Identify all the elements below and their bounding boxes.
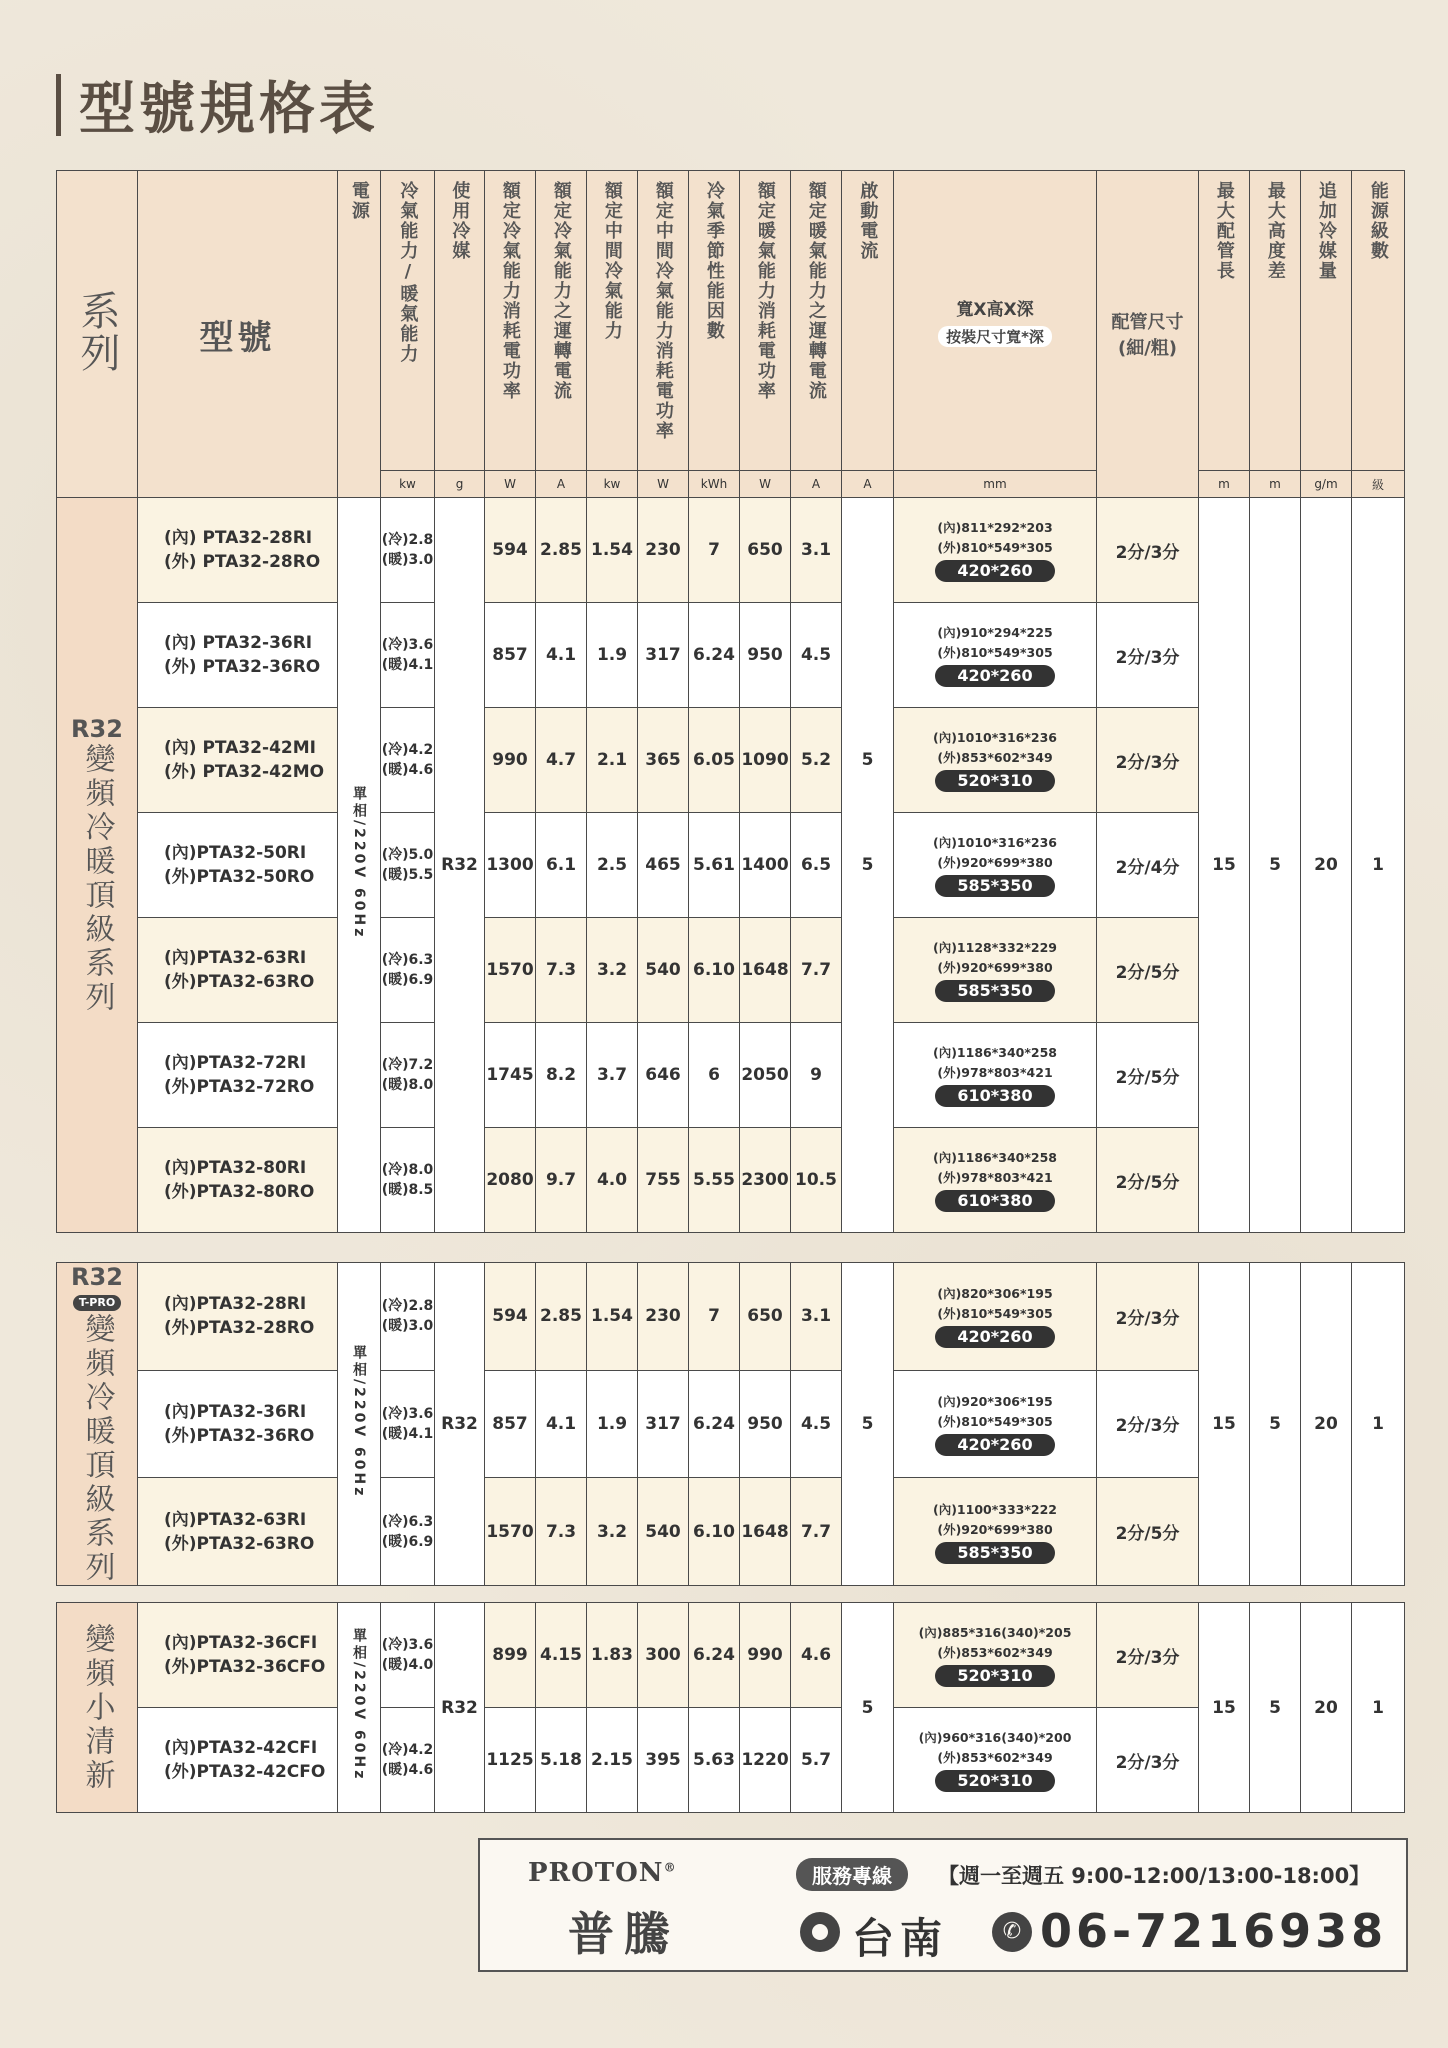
capacity-cell: (冷)3.6 (暖)4.1 (381, 603, 435, 708)
energy-grade: 1 (1352, 498, 1405, 1233)
cspf: 5.63 (689, 1708, 740, 1813)
mid-cool-power: 317 (638, 1370, 689, 1478)
model-cell: (內)PTA32-63RI (外)PTA32-63RO (138, 1478, 338, 1586)
install-size-pill: 420*260 (935, 665, 1054, 687)
rated-cool-power: 1300 (485, 813, 536, 918)
unit-cell: kw (381, 471, 435, 498)
header-cspf: 冷氣季節性能因數 (689, 171, 740, 471)
phone-icon: ✆ (992, 1912, 1032, 1952)
unit-cell: kWh (689, 471, 740, 498)
rated-cool-current: 7.3 (536, 918, 587, 1023)
pipe-size: 2分/3分 (1097, 1263, 1199, 1371)
mid-cool-power: 540 (638, 1478, 689, 1586)
unit-cell: W (485, 471, 536, 498)
rated-cool-power: 594 (485, 1263, 536, 1371)
install-size-pill: 520*310 (935, 1665, 1054, 1687)
pipe-size: 2分/3分 (1097, 1708, 1199, 1813)
unit-cell: A (842, 471, 894, 498)
dimensions-cell: (內)910*294*225 (外)810*549*305 420*260 (894, 603, 1097, 708)
table-row (57, 498, 1405, 603)
rated-cool-power: 594 (485, 498, 536, 603)
start-current (842, 603, 894, 708)
table-row (57, 1603, 1405, 1708)
brand-logo-zh: 普騰 (568, 1907, 680, 1961)
spec-table-main (56, 170, 1405, 1233)
rated-cool-power: 1570 (485, 1478, 536, 1586)
model-cell: (內)PTA32-80RI (外)PTA32-80RO (138, 1128, 338, 1233)
rated-cool-current: 5.18 (536, 1708, 587, 1813)
header-series: 系列 (57, 171, 138, 498)
power-cell: 單相/220V 60Hz (338, 1263, 381, 1586)
unit-cell: kw (587, 471, 638, 498)
header-power: 電源 (338, 171, 381, 498)
energy-grade: 1 (1352, 1603, 1405, 1813)
brand-logo-en: PROTON® (528, 1858, 677, 1888)
dimensions-cell: (內)1100*333*222 (外)920*699*380 585*350 (894, 1478, 1097, 1586)
power-cell: 單相/220V 60Hz (338, 1603, 381, 1813)
mid-cool-power: 317 (638, 603, 689, 708)
capacity-cell: (冷)2.8 (暖)3.0 (381, 1263, 435, 1371)
pipe-size: 2分/3分 (1097, 1603, 1199, 1708)
refrigerant-cell: R32 (435, 498, 485, 1233)
mid-cool-power: 646 (638, 1023, 689, 1128)
header-model: 型號 (138, 171, 338, 498)
mid-cool-power: 300 (638, 1603, 689, 1708)
capacity-cell: (冷)3.6 (暖)4.0 (381, 1603, 435, 1708)
rated-cool-current: 8.2 (536, 1023, 587, 1128)
footer-contact (478, 1838, 1408, 1972)
start-current: 5 (842, 813, 894, 918)
rated-cool-current: 4.1 (536, 603, 587, 708)
mid-cool-capacity: 1.9 (587, 1370, 638, 1478)
header-energy-grade: 能源級數 (1352, 171, 1405, 471)
dimensions-cell: (內)1010*316*236 (外)853*602*349 520*310 (894, 708, 1097, 813)
rated-heat-power: 2300 (740, 1128, 791, 1233)
model-cell: (內)PTA32-50RI (外)PTA32-50RO (138, 813, 338, 918)
model-cell: (內)PTA32-36CFI (外)PTA32-36CFO (138, 1603, 338, 1708)
install-size-pill: 610*380 (935, 1085, 1054, 1107)
pipe-size: 2分/5分 (1097, 1478, 1199, 1586)
dimensions-cell: (內)960*316(340)*200 (外)853*602*349 520*310 (894, 1708, 1097, 1813)
header-refrigerant: 使用冷媒 (435, 171, 485, 471)
mid-cool-power: 465 (638, 813, 689, 918)
dimensions-cell: (內)1186*340*258 (外)978*803*421 610*380 (894, 1023, 1097, 1128)
model-cell: (內) PTA32-42MI (外) PTA32-42MO (138, 708, 338, 813)
start-current: 5 (842, 708, 894, 813)
cspf: 6 (689, 1023, 740, 1128)
header-max-height: 最大高度差 (1250, 171, 1301, 471)
series-cell (57, 1603, 138, 1813)
dimensions-cell: (內)920*306*195 (外)810*549*305 420*260 (894, 1370, 1097, 1478)
rated-cool-current: 7.3 (536, 1478, 587, 1586)
section-r32-tpro (57, 1263, 1405, 1586)
mid-cool-capacity: 3.2 (587, 1478, 638, 1586)
pipe-size: 2分/5分 (1097, 1128, 1199, 1233)
dimensions-cell: (內)1010*316*236 (外)920*699*380 585*350 (894, 813, 1097, 918)
cspf: 6.24 (689, 603, 740, 708)
rated-heat-current: 9 (791, 1023, 842, 1128)
capacity-cell: (冷)6.3 (暖)6.9 (381, 1478, 435, 1586)
mid-cool-power: 755 (638, 1128, 689, 1233)
power-cell: 單相/220V 60Hz (338, 498, 381, 1233)
header-rated-heat-power: 額定暖氣能力消耗電功率 (740, 171, 791, 471)
spec-table-tpro (56, 1262, 1405, 1586)
energy-grade: 1 (1352, 1263, 1405, 1586)
rated-cool-current: 4.15 (536, 1603, 587, 1708)
header-start-current: 啟動電流 (842, 171, 894, 471)
model-cell: (內) PTA32-28RI (外) PTA32-28RO (138, 498, 338, 603)
section-fresh (57, 1603, 1405, 1813)
unit-cell: g (435, 471, 485, 498)
service-label: 服務專線 (796, 1858, 908, 1891)
series-name: 變頻冷暖頂級系列 (79, 743, 115, 1015)
rated-cool-current: 6.1 (536, 813, 587, 918)
rated-cool-power: 990 (485, 708, 536, 813)
rated-heat-power: 1648 (740, 1478, 791, 1586)
install-size-pill: 520*310 (935, 770, 1054, 792)
mid-cool-capacity: 1.54 (587, 1263, 638, 1371)
mid-cool-power: 540 (638, 918, 689, 1023)
rated-heat-power: 1648 (740, 918, 791, 1023)
cspf: 6.10 (689, 918, 740, 1023)
series-name: 變頻冷暖頂級系列 (79, 1313, 115, 1585)
cspf: 6.10 (689, 1478, 740, 1586)
start-current (842, 918, 894, 1023)
mid-cool-capacity: 2.15 (587, 1708, 638, 1813)
header-max-pipe: 最大配管長 (1199, 171, 1250, 471)
extra-refrigerant: 20 (1301, 1603, 1352, 1813)
mid-cool-power: 230 (638, 498, 689, 603)
rated-cool-current: 2.85 (536, 1263, 587, 1371)
max-height-diff: 5 (1250, 1603, 1301, 1813)
header-mid-cool-power: 額定中間冷氣能力消耗電功率 (638, 171, 689, 471)
rated-cool-power: 899 (485, 1603, 536, 1708)
series-cell (57, 498, 138, 1233)
rated-heat-current: 4.5 (791, 1370, 842, 1478)
series-cell (57, 1263, 138, 1586)
cspf: 5.61 (689, 813, 740, 918)
series-name: 變頻小清新 (79, 1622, 115, 1793)
rated-heat-power: 2050 (740, 1023, 791, 1128)
pipe-size: 2分/5分 (1097, 1023, 1199, 1128)
city-name: 台南 (852, 1914, 949, 1963)
model-cell: (內)PTA32-28RI (外)PTA32-28RO (138, 1263, 338, 1371)
cspf: 6.24 (689, 1370, 740, 1478)
install-size-pill: 420*260 (935, 1434, 1054, 1456)
rated-heat-power: 950 (740, 1370, 791, 1478)
capacity-cell: (冷)4.2 (暖)4.6 (381, 708, 435, 813)
title-accent-bar (56, 74, 61, 136)
dimensions-cell: (內)811*292*203 (外)810*549*305 420*260 (894, 498, 1097, 603)
mid-cool-capacity: 1.54 (587, 498, 638, 603)
spec-table-fresh (56, 1602, 1405, 1813)
series-prefix: R32 (71, 715, 123, 743)
mid-cool-capacity: 1.9 (587, 603, 638, 708)
start-current (842, 498, 894, 603)
max-height-diff: 5 (1250, 1263, 1301, 1586)
pipe-size: 2分/3分 (1097, 603, 1199, 708)
header-extra-refrigerant: 追加冷媒量 (1301, 171, 1352, 471)
refrigerant-cell: R32 (435, 1603, 485, 1813)
rated-cool-power: 857 (485, 1370, 536, 1478)
rated-heat-current: 4.5 (791, 603, 842, 708)
rated-heat-current: 5.7 (791, 1708, 842, 1813)
header-pipe-size: 配管尺寸(細/粗) (1097, 171, 1199, 498)
dimensions-cell: (內)885*316(340)*205 (外)853*602*349 520*310 (894, 1603, 1097, 1708)
extra-refrigerant: 20 (1301, 1263, 1352, 1586)
mid-cool-power: 395 (638, 1708, 689, 1813)
model-cell: (內)PTA32-42CFI (外)PTA32-42CFO (138, 1708, 338, 1813)
unit-cell: 級 (1352, 471, 1405, 498)
series-prefix: R32 (71, 1263, 123, 1291)
install-size-pill: 610*380 (935, 1190, 1054, 1212)
rated-heat-current: 3.1 (791, 1263, 842, 1371)
mid-cool-power: 365 (638, 708, 689, 813)
pipe-size: 2分/3分 (1097, 498, 1199, 603)
rated-heat-current: 4.6 (791, 1603, 842, 1708)
unit-cell: m (1250, 471, 1301, 498)
model-cell: (內)PTA32-72RI (外)PTA32-72RO (138, 1023, 338, 1128)
header-rated-cool-current: 額定冷氣能力之運轉電流 (536, 171, 587, 471)
rated-cool-current: 4.1 (536, 1370, 587, 1478)
rated-cool-power: 1125 (485, 1708, 536, 1813)
rated-heat-power: 1220 (740, 1708, 791, 1813)
cspf: 6.24 (689, 1603, 740, 1708)
rated-heat-current: 5.2 (791, 708, 842, 813)
header-dimensions: 寬X高X深 按裝尺寸寬*深 (894, 171, 1097, 471)
rated-heat-current: 7.7 (791, 918, 842, 1023)
install-size-pill: 585*350 (935, 980, 1054, 1002)
mid-cool-capacity: 2.1 (587, 708, 638, 813)
rated-heat-power: 1400 (740, 813, 791, 918)
capacity-cell: (冷)4.2 (暖)4.6 (381, 1708, 435, 1813)
start-current: 5 (842, 1603, 894, 1813)
rated-heat-power: 1090 (740, 708, 791, 813)
location-pin-icon (800, 1912, 840, 1952)
pipe-size: 2分/3分 (1097, 708, 1199, 813)
rated-heat-power: 990 (740, 1603, 791, 1708)
rated-cool-current: 9.7 (536, 1128, 587, 1233)
unit-cell: W (638, 471, 689, 498)
rated-heat-current: 6.5 (791, 813, 842, 918)
header-rated-cool-power: 額定冷氣能力消耗電功率 (485, 171, 536, 471)
rated-cool-power: 857 (485, 603, 536, 708)
max-pipe-length: 15 (1199, 498, 1250, 1233)
mid-cool-capacity: 4.0 (587, 1128, 638, 1233)
max-pipe-length: 15 (1199, 1263, 1250, 1586)
capacity-cell: (冷)3.6 (暖)4.1 (381, 1370, 435, 1478)
service-hours: 【週一至週五 9:00-12:00/13:00-18:00】 (938, 1864, 1371, 1888)
model-cell: (內)PTA32-63RI (外)PTA32-63RO (138, 918, 338, 1023)
section-r32-premium (57, 498, 1405, 1233)
mid-cool-capacity: 1.83 (587, 1603, 638, 1708)
rated-heat-current: 7.7 (791, 1478, 842, 1586)
cspf: 7 (689, 1263, 740, 1371)
capacity-cell: (冷)5.0 (暖)5.5 (381, 813, 435, 918)
table-row (57, 1263, 1405, 1371)
rated-cool-power: 2080 (485, 1128, 536, 1233)
unit-cell: mm (894, 471, 1097, 498)
unit-cell: m (1199, 471, 1250, 498)
header-rated-heat-current: 額定暖氣能力之運轉電流 (791, 171, 842, 471)
header-mid-cool-capacity: 額定中間冷氣能力 (587, 171, 638, 471)
rated-cool-current: 2.85 (536, 498, 587, 603)
unit-cell: g/m (1301, 471, 1352, 498)
rated-heat-power: 650 (740, 1263, 791, 1371)
install-size-pill: 585*350 (935, 875, 1054, 897)
tpro-badge: T-PRO (73, 1295, 121, 1311)
page-title: 型號規格表 (79, 77, 379, 142)
phone-number[interactable]: 06-7216938 (1040, 1904, 1388, 1958)
rated-cool-power: 1570 (485, 918, 536, 1023)
start-current (842, 1128, 894, 1233)
mid-cool-capacity: 3.2 (587, 918, 638, 1023)
dimensions-cell: (內)1186*340*258 (外)978*803*421 610*380 (894, 1128, 1097, 1233)
cspf: 5.55 (689, 1128, 740, 1233)
rated-heat-power: 650 (740, 498, 791, 603)
rated-heat-current: 3.1 (791, 498, 842, 603)
rated-cool-power: 1745 (485, 1023, 536, 1128)
model-cell: (內)PTA32-36RI (外)PTA32-36RO (138, 1370, 338, 1478)
cspf: 7 (689, 498, 740, 603)
mid-cool-power: 230 (638, 1263, 689, 1371)
start-current (842, 1023, 894, 1128)
cspf: 6.05 (689, 708, 740, 813)
capacity-cell: (冷)7.2 (暖)8.0 (381, 1023, 435, 1128)
install-size-pill: 420*260 (935, 1326, 1054, 1348)
mid-cool-capacity: 3.7 (587, 1023, 638, 1128)
refrigerant-cell: R32 (435, 1263, 485, 1586)
unit-cell: W (740, 471, 791, 498)
max-pipe-length: 15 (1199, 1603, 1250, 1813)
capacity-cell: (冷)8.0 (暖)8.5 (381, 1128, 435, 1233)
mid-cool-capacity: 2.5 (587, 813, 638, 918)
rated-heat-current: 10.5 (791, 1128, 842, 1233)
extra-refrigerant: 20 (1301, 498, 1352, 1233)
unit-cell: A (791, 471, 842, 498)
start-current: 5 (842, 1263, 894, 1586)
header-capacity: 冷氣能力/暖氣能力 (381, 171, 435, 471)
model-cell: (內) PTA32-36RI (外) PTA32-36RO (138, 603, 338, 708)
rated-cool-current: 4.7 (536, 708, 587, 813)
unit-cell: A (536, 471, 587, 498)
title-block (56, 70, 379, 140)
install-size-pill: 420*260 (935, 560, 1054, 582)
install-size-pill: 520*310 (935, 1770, 1054, 1792)
dimensions-cell: (內)1128*332*229 (外)920*699*380 585*350 (894, 918, 1097, 1023)
pipe-size: 2分/5分 (1097, 918, 1199, 1023)
pipe-size: 2分/4分 (1097, 813, 1199, 918)
capacity-cell: (冷)2.8 (暖)3.0 (381, 498, 435, 603)
rated-heat-power: 950 (740, 603, 791, 708)
pipe-size: 2分/3分 (1097, 1370, 1199, 1478)
install-size-pill: 585*350 (935, 1542, 1054, 1564)
max-height-diff: 5 (1250, 498, 1301, 1233)
dimensions-cell: (內)820*306*195 (外)810*549*305 420*260 (894, 1263, 1097, 1371)
capacity-cell: (冷)6.3 (暖)6.9 (381, 918, 435, 1023)
